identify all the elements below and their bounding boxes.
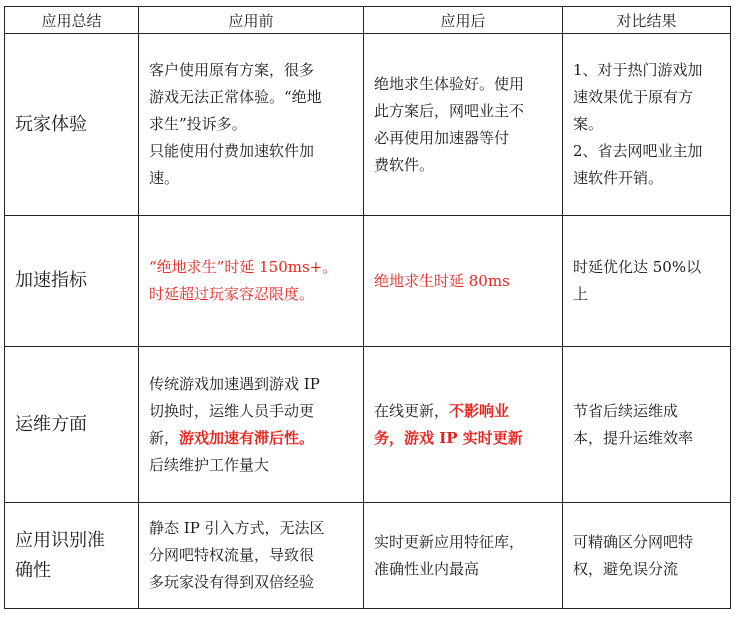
row-label: 玩家体验 (5, 34, 139, 216)
table-header-row (5, 7, 731, 34)
result-cell (563, 503, 731, 609)
cell-line: 权，避免误分流 (573, 559, 679, 578)
table-row (5, 347, 731, 503)
cell-line: 速软件开销。 (573, 169, 664, 187)
cell-text: 在线更新， (374, 401, 450, 420)
cell-line (149, 425, 353, 452)
cell-line: 上 (573, 285, 589, 303)
cell-line: 求生”投诉多。 (149, 115, 247, 133)
cell-line: 传统游戏加速遇到游戏 IP (149, 374, 320, 393)
header-summary: 应用总结 (5, 7, 139, 34)
cell-line: 2、省去网吧业主加 (573, 142, 703, 160)
row-label-line: 应用识别准 (15, 529, 105, 551)
cell-line: 游戏无法正常体验。“绝地 (149, 88, 322, 106)
cell-line: 客户使用原有方案，很多 (149, 61, 315, 79)
emphasis-text: 不影响业 (449, 401, 510, 420)
result-cell (563, 347, 731, 503)
after-cell (364, 216, 563, 347)
cell-line: 可精确区分网吧特 (573, 532, 694, 551)
header-before: 应用前 (139, 7, 364, 34)
cell-line: 静态 IP 引入方式，无法区 (149, 519, 325, 537)
table-row (5, 503, 731, 609)
before-cell (139, 34, 364, 216)
emphasis-text: 游戏加速有滞后性。 (179, 428, 315, 447)
row-label: 加速指标 (5, 216, 139, 347)
result-cell (563, 216, 731, 347)
cell-line: 时延超过玩家容忍限度。 (149, 285, 315, 303)
row-label-line: 确性 (15, 559, 51, 581)
cell-line: 费软件。 (374, 155, 435, 174)
cell-line: 本，提升运维效率 (573, 428, 694, 447)
header-result: 对比结果 (563, 7, 731, 34)
table-row (5, 34, 731, 216)
before-cell (139, 503, 364, 609)
cell-line: 准确性业内最高 (374, 559, 480, 578)
table-row (5, 216, 731, 347)
after-cell (364, 347, 563, 503)
cell-line: 必再使用加速器等付 (374, 128, 510, 147)
cell-line: “绝地求生”时延 150ms+。 (149, 258, 338, 276)
cell-line: 实时更新应用特征库， (374, 532, 525, 551)
cell-line: 切换时，运维人员手动更 (149, 401, 315, 420)
before-cell (139, 216, 364, 347)
cell-line: 此方案后，网吧业主不 (374, 101, 525, 120)
cell-line: 节省后续运维成 (573, 401, 679, 420)
row-label (5, 503, 139, 609)
cell-line: 案。 (573, 115, 604, 133)
cell-line: 绝地求生时延 80ms (374, 271, 510, 290)
result-cell (563, 34, 731, 216)
after-cell (364, 503, 563, 609)
cell-line: 时延优化达 50%以 (573, 258, 702, 276)
after-cell (364, 34, 563, 216)
cell-line: 速。 (149, 169, 180, 187)
cell-line (374, 398, 552, 425)
cell-line: 后续维护工作量大 (149, 455, 270, 474)
header-after: 应用后 (364, 7, 563, 34)
cell-line: 分网吧特权流量，导致很 (149, 546, 315, 564)
cell-line: 只能使用付费加速软件加 (149, 142, 315, 160)
cell-line: 速效果优于原有方 (573, 88, 694, 106)
cell-text: 新， (149, 428, 180, 447)
cell-line: 1、对于热门游戏加 (573, 61, 703, 79)
emphasis-text: 务，游戏 IP 实时更新 (374, 428, 523, 447)
comparison-table (4, 6, 731, 609)
cell-line: 多玩家没有得到双倍经验 (149, 573, 315, 591)
cell-line: 绝地求生体验好。使用 (374, 74, 525, 93)
before-cell (139, 347, 364, 503)
row-label: 运维方面 (5, 347, 139, 503)
